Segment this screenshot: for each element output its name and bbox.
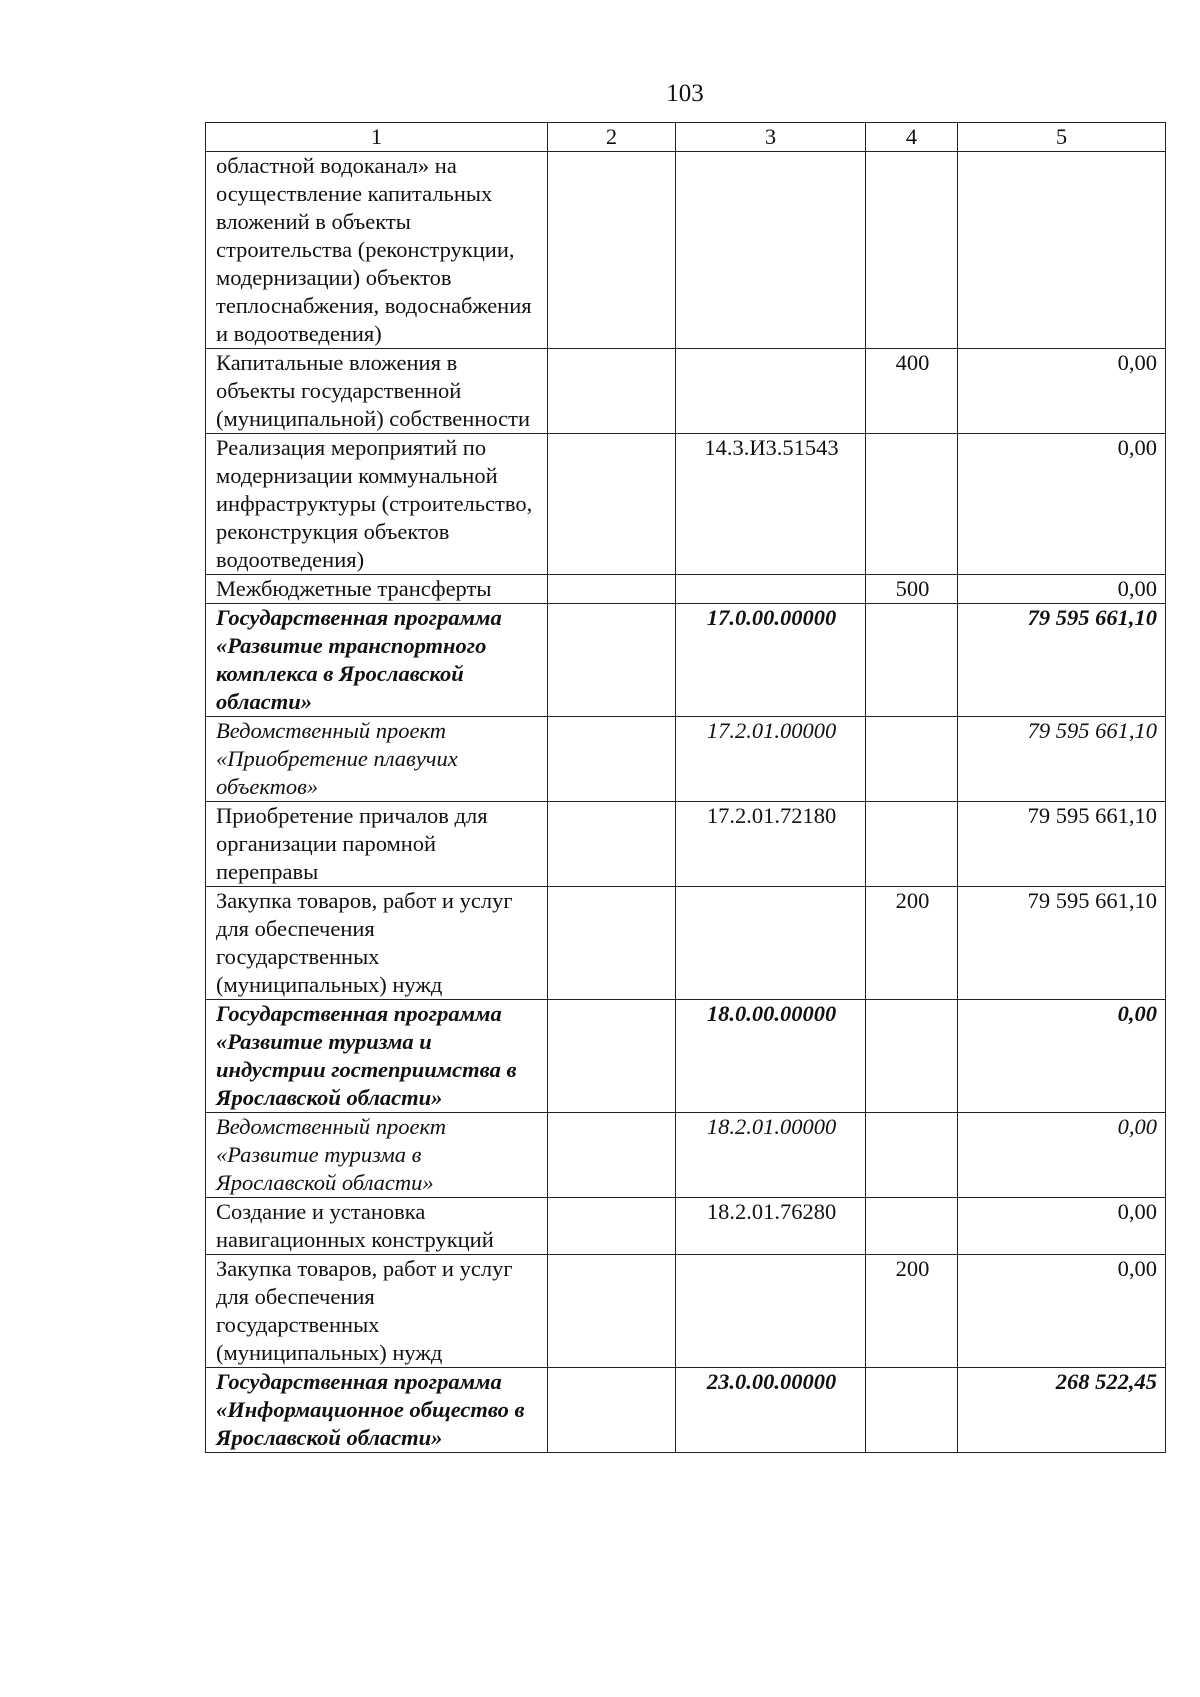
row-name-cell: Государственная программа «Развитие туризма и индустрии гостеприимства в Ярославской области» bbox=[206, 1000, 548, 1113]
budget-table bbox=[205, 122, 1166, 1453]
row-type-cell bbox=[866, 434, 958, 575]
row-name-cell: Ведомственный проект «Приобретение плавучих объектов» bbox=[206, 717, 548, 802]
row-name-cell: Государственная программа «Информационное общество в Ярославской области» bbox=[206, 1368, 548, 1453]
row-amount-cell: 0,00 bbox=[958, 349, 1166, 434]
table-header-row bbox=[206, 123, 1166, 152]
row-type-cell: 500 bbox=[866, 575, 958, 604]
table-row bbox=[206, 1113, 1166, 1198]
row-code-cell: 18.2.01.76280 bbox=[676, 1198, 866, 1255]
table-row bbox=[206, 152, 1166, 349]
row-col2-cell bbox=[548, 1255, 676, 1368]
column-header: 1 bbox=[206, 123, 548, 152]
row-col2-cell bbox=[548, 349, 676, 434]
row-name-cell: Реализация мероприятий по модернизации коммунальной инфраструктуры (строительство, реконструкция объектов водоотведения) bbox=[206, 434, 548, 575]
row-name-cell: Закупка товаров, работ и услуг для обеспечения государственных (муниципальных) нужд bbox=[206, 1255, 548, 1368]
row-type-cell bbox=[866, 152, 958, 349]
row-type-cell bbox=[866, 604, 958, 717]
table-row bbox=[206, 802, 1166, 887]
row-col2-cell bbox=[548, 604, 676, 717]
column-header: 3 bbox=[676, 123, 866, 152]
row-type-cell: 200 bbox=[866, 887, 958, 1000]
table-row bbox=[206, 575, 1166, 604]
row-name-cell: Ведомственный проект «Развитие туризма в Ярославской области» bbox=[206, 1113, 548, 1198]
row-type-cell bbox=[866, 1198, 958, 1255]
row-col2-cell bbox=[548, 1000, 676, 1113]
row-name-cell: Государственная программа «Развитие транспортного комплекса в Ярославской области» bbox=[206, 604, 548, 717]
row-code-cell bbox=[676, 349, 866, 434]
row-amount-cell: 0,00 bbox=[958, 1198, 1166, 1255]
row-name-cell: Приобретение причалов для организации паромной переправы bbox=[206, 802, 548, 887]
row-type-cell bbox=[866, 802, 958, 887]
row-type-cell bbox=[866, 1000, 958, 1113]
page-number: 103 bbox=[666, 80, 704, 107]
table-row bbox=[206, 1368, 1166, 1453]
row-amount-cell: 79 595 661,10 bbox=[958, 717, 1166, 802]
row-amount-cell: 0,00 bbox=[958, 1255, 1166, 1368]
row-name-cell: Закупка товаров, работ и услуг для обеспечения государственных (муниципальных) нужд bbox=[206, 887, 548, 1000]
column-header: 5 bbox=[958, 123, 1166, 152]
row-col2-cell bbox=[548, 152, 676, 349]
column-header: 2 bbox=[548, 123, 676, 152]
table-row bbox=[206, 1000, 1166, 1113]
row-code-cell: 23.0.00.00000 bbox=[676, 1368, 866, 1453]
row-amount-cell: 79 595 661,10 bbox=[958, 604, 1166, 717]
row-amount-cell: 268 522,45 bbox=[958, 1368, 1166, 1453]
row-col2-cell bbox=[548, 1198, 676, 1255]
row-amount-cell: 0,00 bbox=[958, 434, 1166, 575]
row-code-cell: 18.2.01.00000 bbox=[676, 1113, 866, 1198]
row-code-cell: 17.2.01.00000 bbox=[676, 717, 866, 802]
row-code-cell bbox=[676, 575, 866, 604]
row-type-cell bbox=[866, 1368, 958, 1453]
row-col2-cell bbox=[548, 575, 676, 604]
row-col2-cell bbox=[548, 887, 676, 1000]
row-type-cell: 200 bbox=[866, 1255, 958, 1368]
row-col2-cell bbox=[548, 434, 676, 575]
table-row bbox=[206, 604, 1166, 717]
row-type-cell: 400 bbox=[866, 349, 958, 434]
row-amount-cell: 79 595 661,10 bbox=[958, 802, 1166, 887]
row-col2-cell bbox=[548, 717, 676, 802]
row-name-cell: Межбюджетные трансферты bbox=[206, 575, 548, 604]
table-row bbox=[206, 349, 1166, 434]
row-amount-cell: 0,00 bbox=[958, 1113, 1166, 1198]
table-row bbox=[206, 717, 1166, 802]
table-row bbox=[206, 1198, 1166, 1255]
column-header: 4 bbox=[866, 123, 958, 152]
row-type-cell bbox=[866, 1113, 958, 1198]
row-col2-cell bbox=[548, 1113, 676, 1198]
row-amount-cell: 79 595 661,10 bbox=[958, 887, 1166, 1000]
row-code-cell bbox=[676, 152, 866, 349]
row-col2-cell bbox=[548, 1368, 676, 1453]
row-code-cell: 18.0.00.00000 bbox=[676, 1000, 866, 1113]
row-amount-cell bbox=[958, 152, 1166, 349]
row-code-cell: 14.3.И3.51543 bbox=[676, 434, 866, 575]
table-row bbox=[206, 434, 1166, 575]
row-col2-cell bbox=[548, 802, 676, 887]
row-type-cell bbox=[866, 717, 958, 802]
row-amount-cell: 0,00 bbox=[958, 1000, 1166, 1113]
row-code-cell bbox=[676, 1255, 866, 1368]
row-name-cell: Создание и установка навигационных конструкций bbox=[206, 1198, 548, 1255]
row-name-cell: Капитальные вложения в объекты государственной (муниципальной) собственности bbox=[206, 349, 548, 434]
table-row bbox=[206, 887, 1166, 1000]
row-amount-cell: 0,00 bbox=[958, 575, 1166, 604]
row-code-cell: 17.2.01.72180 bbox=[676, 802, 866, 887]
row-code-cell bbox=[676, 887, 866, 1000]
row-name-cell: областной водоканал» на осуществление капитальных вложений в объекты строительства (реконструкции, модернизации) объектов теплоснабжения, водоснабжения и водоотведения) bbox=[206, 152, 548, 349]
row-code-cell: 17.0.00.00000 bbox=[676, 604, 866, 717]
table-row bbox=[206, 1255, 1166, 1368]
